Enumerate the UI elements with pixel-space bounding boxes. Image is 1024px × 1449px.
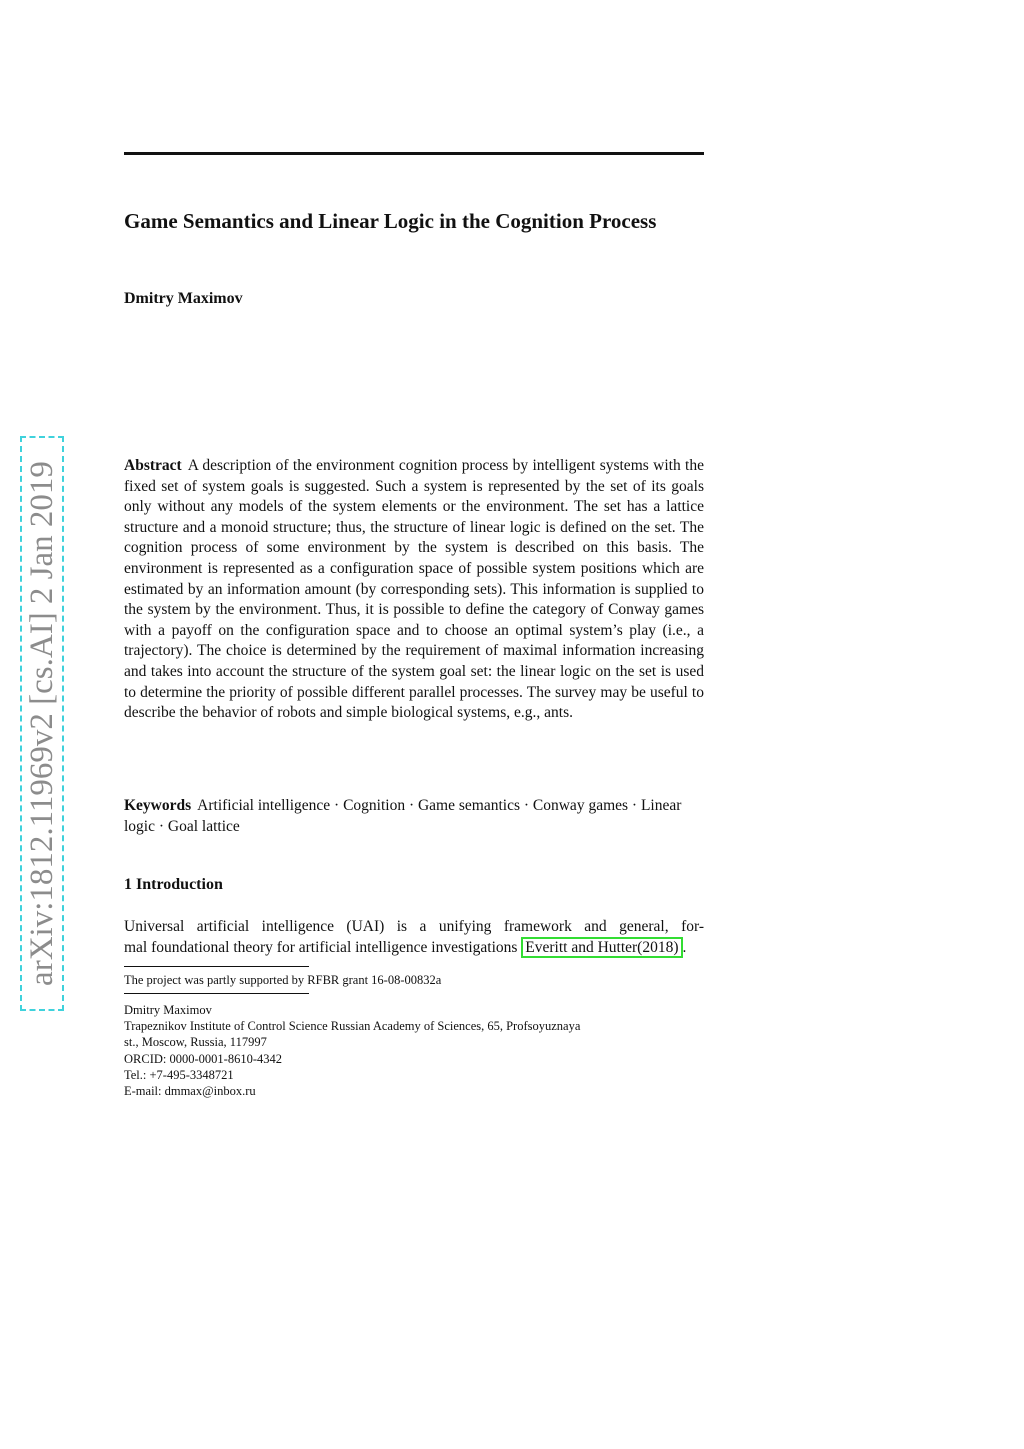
title-rule bbox=[124, 152, 704, 155]
keywords-text: Artificial intelligence · Cognition · Game semantics · Conway games · Linear logic · Goal lattice bbox=[124, 797, 682, 835]
affiliation-institute-line-2: st., Moscow, Russia, 117997 bbox=[124, 1035, 267, 1050]
introduction-line-2: mal foundational theory for artificial intelligence investigations bbox=[124, 939, 522, 956]
affiliation-email: E-mail: dmmax@inbox.ru bbox=[124, 1084, 256, 1099]
author-name: Dmitry Maximov bbox=[124, 290, 243, 307]
introduction-line-1: Universal artificial intelligence (UAI) is a unifying framework and general, for- bbox=[124, 918, 704, 935]
affiliation-rule bbox=[124, 993, 309, 994]
abstract-text: A description of the environment cognition process by intelligent systems with the fixed set of system goals is suggested. Such a system is represented by the set of its goals only without any models of the system elements or the environment. The set has a lattice structure and a monoid structure; thus, the structure of linear logic is defined on the set. The cognition process of some environment by the system is described on this basis. The environment is represented as a configuration space of possible system positions which are estimated by an information amount (by corresponding sets). This information is supplied to the system by the environment. Thus, it is possible to define the category of Conway games with a payoff on the configuration space and to choose an optimal system’s play (i.e., a trajectory). The choice is determined by the requirement of maximal information increasing and takes into account the structure of the system goal set: the linear logic on the set is used to determine the priority of possible different parallel processes. The survey may be useful to describe the behavior of robots and simple biological systems, e.g., ants. bbox=[124, 457, 704, 722]
affiliation-institute-line-1: Trapeznikov Institute of Control Science Russian Academy of Sciences, 65, Profsoyuznaya bbox=[124, 1019, 581, 1034]
author-affiliation bbox=[124, 1002, 714, 1099]
affiliation-telephone: Tel.: +7-495-3348721 bbox=[124, 1067, 234, 1082]
arxiv-identifier-stamp[interactable]: arXiv:1812.11969v2 [cs.AI] 2 Jan 2019 bbox=[20, 436, 64, 1011]
affiliation-name: Dmitry Maximov bbox=[124, 1003, 212, 1017]
section-heading-introduction: 1 Introduction bbox=[124, 876, 223, 893]
citation-link[interactable]: Everitt and Hutter(2018) bbox=[521, 937, 682, 958]
paper-title: Game Semantics and Linear Logic in the Cognition Process bbox=[124, 209, 657, 233]
keywords bbox=[124, 796, 704, 837]
affiliation-orcid: ORCID: 0000-0001-8610-4342 bbox=[124, 1051, 282, 1066]
abstract bbox=[124, 456, 704, 724]
introduction-paragraph bbox=[124, 916, 814, 958]
keywords-label: Keywords bbox=[124, 797, 192, 814]
introduction-line-2-end: . bbox=[682, 939, 687, 956]
abstract-label: Abstract bbox=[124, 457, 182, 474]
funding-footnote: The project was partly supported by RFBR grant 16-08-00832a bbox=[124, 973, 442, 987]
footnote-rule bbox=[124, 966, 309, 967]
